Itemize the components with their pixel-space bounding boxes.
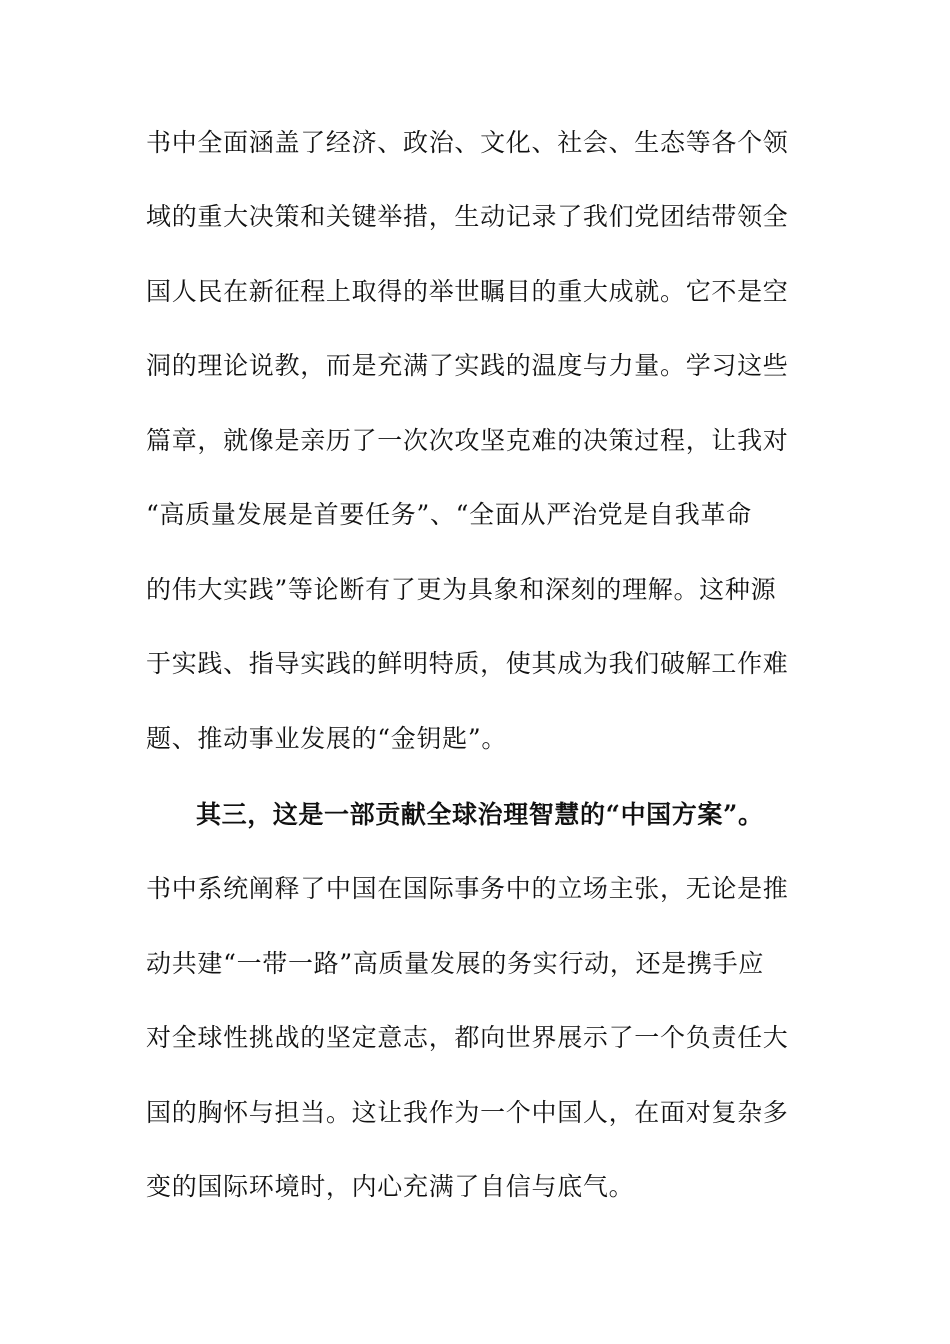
text-line: 洞的理论说教，而是充满了实践的温度与力量。学习这些 (146, 351, 789, 380)
text-line: 国人民在新征程上取得的举世瞩目的重大成就。它不是空 (146, 277, 789, 306)
text-line: 书中全面涵盖了经济、政治、文化、社会、生态等各个领 (146, 128, 789, 157)
text-line: 于实践、指导实践的鲜明特质，使其成为我们破解工作难 (146, 649, 789, 678)
text-line: 动共建“一带一路”高质量发展的务实行动，还是携手应 (146, 949, 765, 978)
text-line: 篇章，就像是亲历了一次次攻坚克难的决策过程，让我对 (146, 426, 789, 455)
text-line: 国的胸怀与担当。这让我作为一个中国人，在面对复杂多 (146, 1098, 789, 1127)
section-heading: 其三，这是一部贡献全球治理智慧的“中国方案”。 (196, 800, 764, 829)
text-line: 域的重大决策和关键举措，生动记录了我们党团结带领全 (146, 202, 789, 231)
text-line: 对全球性挑战的坚定意志，都向世界展示了一个负责任大 (146, 1023, 789, 1052)
text-line: 的伟大实践”等论断有了更为具象和深刻的理解。这种源 (146, 575, 777, 604)
text-line: 书中系统阐释了中国在国际事务中的立场主张，无论是推 (146, 874, 789, 903)
text-line: “高质量发展是首要任务”、“全面从严治党是自我革命 (146, 500, 752, 529)
text-line: 变的国际环境时，内心充满了自信与底气。 (146, 1172, 635, 1201)
text-line: 题、推动事业发展的“金钥匙”。 (146, 724, 508, 753)
